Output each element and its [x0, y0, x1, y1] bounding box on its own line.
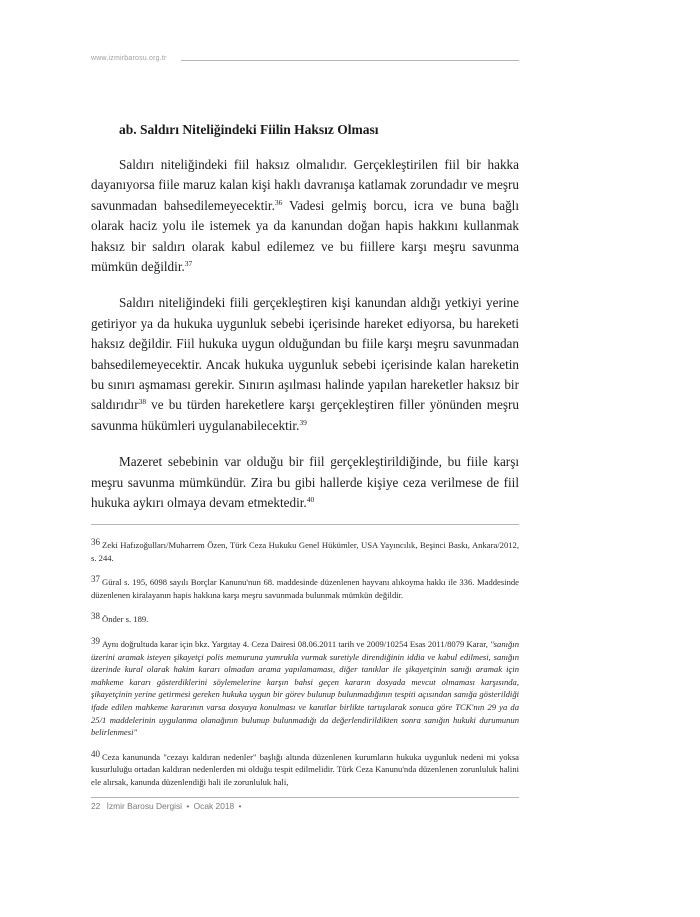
body-text	[91, 155, 519, 530]
footnote-number: 39	[91, 635, 100, 646]
footnote-ref[interactable]: 40	[306, 495, 315, 505]
footnote-39: 39 Aynı doğrultuda karar için bkz. Yargıtay 4. Ceza Dairesi 08.06.2011 tarih ve 2009/10254 Esas 2011/8079 Karar, "sanığın üzerini aramak isteyen şikayetçi polis memuruna yumrukla vurmak suretiyle direndiğinin iddia ve kabul edilmesi, sanığın üzerinde kural olarak hakim kararı olmadan arama yapılamaması, diğer tanıklar ile şikayetçinin sanığı aramak için mahkeme kararı gösterdiklerini söylemelerine karşın bahsi geçen kararın dosyada mevcut olmaması karşısında, şikayetçinin yerine getirmesi gereken hukuka uygun bir görev bulunup bulunmadığının tespiti açısından sanığa gösterildiği ifade edilen mahkeme kararının varsa dosyaya konulması ve kanıtlar birlikte tartışılarak sonuca göre TCK'nın 29 ya da 25/1 maddelerinin uygulanma olanağının bulunup bulunmadığı da değerlendirildikten sonra sanığın hukuki durumunun belirlenmesi"	[91, 635, 519, 738]
footnote-ref[interactable]: 39	[299, 417, 307, 427]
section-title: ab. Saldırı Niteliğindeki Fiilin Haksız Olması	[119, 122, 379, 137]
bullet-separator: •	[186, 801, 190, 811]
paragraph-2: Saldırı niteliğindeki fiili gerçekleştiren kişi kanundan aldığı yetkiyi yerine getiriyor ya da hukuka uygunluk sebebi içerisinde hareket ediyorsa, bu hareketi haksız değildir. Fiil hukuka uygun olduğundan bu fiile karşı meşru savunmadan bahsedilemeyecektir. Ancak hukuka uygunluk sebebi içerisinde kalan hareketin bu sınırı aşmaması gerekir. Sınırın aşılması halinde yapılan hareketler haksız bir saldırıdır$^{38}$ ve bu türden hareketlere karşı gerçekleştiren filler yönünden meşru savunma hükümleri uygulanabilecektir.$^{39}$	[91, 295, 519, 433]
footnote-separator	[91, 520, 519, 532]
footer-rule	[91, 797, 519, 798]
footnote-ref[interactable]: 37	[184, 259, 193, 269]
footnote-number: 36	[91, 537, 100, 547]
footnote-number: 40	[91, 748, 100, 759]
page-footer	[91, 801, 243, 811]
footnote-36: 36 Zeki Hafızoğulları/Muharrem Özen, Türk Ceza Hukuku Genel Hükümler, USA Yayıncılık, Beşinci Baskı, Ankara/2012, s. 244.	[91, 537, 519, 563]
footnote-40: 40 Ceza kanununda "cezayı kaldıran nedenler" başlığı altında düzenlenen kurumların hukuka uygunluk nedeni mi yoksa kusurluluğu ortadan kaldıran nedenlerden mi olduğu tespit edilmelidir. Türk Ceza Kanunu'nda düzenlenen zorunluluk halini ele alırsak, kanunda düzenlendiği hali ile zorunluluk hali,	[91, 748, 519, 787]
journal-name: İzmir Barosu Dergisi	[106, 801, 183, 811]
issue-date: Ocak 2018	[193, 801, 235, 811]
footnote-38: 38 Önder s. 189.	[91, 611, 149, 625]
bullet-separator: •	[238, 801, 242, 811]
footnotes	[91, 536, 519, 798]
page-number: 22	[91, 801, 101, 811]
paragraph-3: Mazeret sebebinin var olduğu bir fiil gerçekleştirildiğinde, bu fiile karşı meşru savunma mümkündür. Zira bu gibi hallerde kişiye ceza verilmese de fiil hukuka aykırı olmaya devam etmektedir.$^{40}$	[91, 454, 519, 511]
paragraph-1: Saldırı niteliğindeki fiil haksız olmalıdır. Gerçekleştirilen fiil bir hakka dayanıyorsa fiile maruz kalan kişi haklı davranışa katlamak zorundadır ve meşru savunmadan bahsedilemeyecektir.$^{36}$ Vadesi gelmiş borcu, icra ve buna bağlı olarak haciz yolu ile istemek ya da kanundan doğan hapis hakkını kullanmak haksız bir saldırı olarak kabul edilemez ve bu fiillere karşı meşru savunma mümkün değildir.$^{37}$	[91, 157, 519, 275]
footnote-ref[interactable]: 38	[138, 397, 147, 407]
footnote-number: 38	[91, 611, 100, 622]
footnote-number: 37	[91, 574, 100, 585]
footnote-ref[interactable]: 36	[274, 197, 283, 207]
footnote-37: 37 Güral s. 195, 6098 sayılı Borçlar Kanunu'nun 68. maddesinde düzenlenen hayvanı alıkoyma hakkı ile 336. Maddesinde düzenlenen kiralayanın hapis hakkına karşı meşru savunmada bulunmak mümkün değildir.	[91, 574, 519, 600]
header-url: www.izmirbarosu.org.tr	[91, 55, 167, 62]
header-rule	[181, 60, 519, 61]
